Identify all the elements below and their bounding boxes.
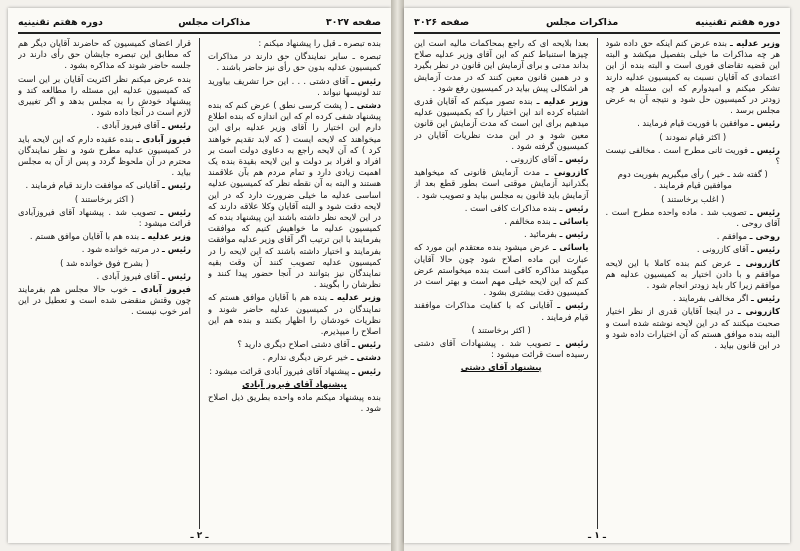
speech-text: بنده مخالفم .: [504, 216, 554, 227]
speech-paragraph: [606, 231, 781, 242]
speech-paragraph: [208, 366, 381, 377]
speaker-name: رئیس ـ: [750, 206, 780, 217]
speech-paragraph: [208, 100, 381, 290]
speaker-name: رئیس ـ: [161, 270, 191, 281]
speaker-name: کازرونی ـ: [737, 257, 780, 268]
procedural-note: ( اکثر برخاستند ): [471, 324, 531, 335]
speech-text: بنده مذاکرات کافی است .: [464, 202, 560, 213]
speech-paragraph: [606, 38, 781, 116]
speech-paragraph: [606, 145, 781, 167]
speaker-name: رئیس ـ: [559, 202, 589, 213]
speaker-name: رئیس ـ: [750, 244, 780, 255]
speech-text: بنده هم با آقایان موافق هستم که نمایندگان در کمیسیون عدلیه حاضر شوند و نظریات خودشان را اظهار بکنند و بنده هم این اصلاح را میپذیرم.: [208, 292, 381, 337]
procedural-note: ( بشرح فوق خوانده شد ): [60, 257, 149, 268]
speech-paragraph: [414, 300, 589, 322]
procedural-note: ( اغلب برخاستند ): [661, 193, 725, 204]
speaker-name: رئیس ـ: [351, 365, 381, 376]
speech-paragraph: [18, 120, 191, 131]
speaker-name: رئیس ـ: [351, 75, 381, 86]
speech-text: آقایانی که با کفایت مذاکرات موافقند قیام فرمایند .: [414, 300, 589, 322]
text-paragraph: بنده عرض میکنم نظر اکثریت آقایان بر این است که کمیسیون عدلیه این مسئله را مطالعه کند و پیشنهاد خودش را به مجلس بدهد و اگر تغییری لازم است در آنجا داده شود .: [18, 73, 191, 118]
speaker-name: رئیس ـ: [161, 120, 191, 131]
speaker-name: کازرونی ـ: [737, 306, 780, 317]
left-page-folio: ـ ۲ ـ: [190, 531, 209, 541]
speaker-name: رئیس ـ: [556, 338, 589, 349]
speech-paragraph: [18, 134, 191, 179]
proposal-heading: پیشنهاد آقای دشتی: [460, 362, 542, 373]
speech-text: بنده عرض کنم اینکه حق داده شود هر چه مذاکرات ما خیلی بتفصیل میکشد و البته این قضیه تقاضای فوری است و البته بنده از این اعتمادی که آقایان نسبت به کمیسیون عدلیه دارند تشکر میکنم و امیدوارم که این مسئله هر چه زودتر در کمیسیون حل شود و نتیجه آن به عرض مجلس برسد .: [605, 38, 780, 116]
speech-text: در مرتبه خوانده شود .: [81, 244, 162, 255]
speech-paragraph: [208, 352, 381, 363]
speech-text: ( پشت کرسی نطق ) عرض کنم که بنده پیشنهاد شفی کرده ام که این اندازه که بنده اطلاع دارم این اختیار را آقای وزیر عدلیه برای این میخواهند که لایحه ایست ( که لابد تقدیم خواهند کرد ) که آن لایحه راجع به دعاوی دولت است بر افراد و افراد بر دولت و این لایحه بقیدة بنده یک اهمیت زیادی دارد و تمام مردم هم بآن علاقمند هستند و البته به آن نقطه نظر که کمیسیون عدلیه اساسی عدلیه ما خیلی ضرورت دارد که در این لایحه دقت شود و البته آقایان وکلا علاقه دارند که در این لایحه نظر داشته باشند این پیشنهاد بنده که کمیسیون عدلیه ما خواهیش کنیم که موافقت بفرمایند با این ترتیب اگر آقای وزیر عدلیه موافقت بفرمایند و اختیار داشته باشند که این لایحه را در کمیسیون عدلیه تصویب کنند آن وقت بقیه نمایندگان نیز بتوانند در آنجا حضور پیدا کنند و نظرشان را بگویند .: [208, 100, 381, 290]
speech-paragraph: [18, 244, 191, 255]
right-page-session: دوره هفتم تقنینیه: [695, 16, 780, 28]
speech-text: بنده هم با آقایان موافق هستم .: [29, 231, 142, 242]
speaker-name: رئیس ـ: [160, 206, 191, 217]
speaker-name: یاسائی ـ: [553, 216, 589, 227]
speech-text: آقای فیروز آبادی .: [96, 120, 162, 131]
text-paragraph: بنده تبصره ـ قبل را پیشنهاد میکنم :: [258, 38, 381, 48]
speaker-name: دشتی ـ: [350, 100, 381, 111]
speaker-name: یاسائی ـ: [552, 242, 589, 253]
speech-text: بنده عقیده دارم که این لایحه باید در کمیسیون عدلیه مطرح شود و نظر نمایندگان محترم در آن ملحوظ گردد و پس از آن به مجلس بیاید .: [18, 133, 191, 178]
speaker-name: وزیر عدلیه ـ: [536, 96, 589, 107]
speaker-name: وزیر عدلیه ـ: [141, 231, 191, 242]
left-page-header: [18, 12, 381, 34]
text-paragraph: بنده پیشنهاد میکنم ماده واحده بطریق ذیل اصلاح شود .: [208, 392, 381, 414]
speaker-name: وزیر عدلیه ـ: [729, 38, 780, 48]
speech-paragraph: [414, 203, 589, 214]
speech-paragraph: [18, 231, 191, 242]
speech-paragraph: [208, 292, 381, 337]
speaker-name: فیروز آبادی ـ: [136, 133, 191, 144]
speech-text: آقای کازرونی .: [696, 244, 751, 255]
proposal-heading: پیشنهاد آقای فیروز آبادی: [242, 378, 347, 389]
text-paragraph: بعدا بلایحه ای که راجع بمحاکمات مالیه است این چیزها استنباط کنم که این آقای وزیر عدلیه صلاح بداند مدتی و برای آزمایش این قانون در نظر بگیرد و در همین قانون معین کنند که در مدت آزمایش هر اشکالی پیش بیاید در کمیسیون رفع شود .: [414, 38, 589, 93]
speech-paragraph: [606, 293, 781, 304]
speech-text: آقای دشتی . . . این حرا تشریف بیاورید تند لونیسها نبواند .: [208, 75, 381, 97]
speech-text: خیر عرض دیگری ندارم .: [262, 352, 351, 363]
speech-paragraph: [208, 76, 381, 98]
speech-paragraph: [606, 244, 781, 255]
speaker-name: رئیس ـ: [351, 339, 381, 350]
speech-text: بنده تصور میکنم که آقایان قدری اشتباه کرده اند این اختیار را که بکمیسیون عدلیه میدهیم برای این است که مدت آزمایش این قانون معین شود و در این مدت نظریات آقایان در کمیسیون گرفته شود .: [414, 96, 589, 151]
speech-text: عرض میشود بنده معتقدم این مورد که عبارت این ماده اصلاح شود چون حالا آقایان میگویند مذاکره کافی است بنده میخواستم عرض کنم که این لایحه خیلی مهم است و بهتر است در کمیسیون دقت بیشتری بشود .: [414, 242, 589, 298]
left-page-columns: [18, 38, 381, 529]
speech-paragraph: [18, 180, 191, 191]
speech-text: آقای دشتی اصلاح دیگری دارید ؟: [237, 339, 352, 350]
speech-paragraph: [414, 338, 589, 360]
column-divider: [199, 38, 200, 529]
left-page-column-right: [208, 38, 381, 529]
speech-paragraph: [414, 167, 589, 201]
speech-text: بفرمائید .: [524, 229, 560, 240]
procedural-note: ( گفته شد ـ خیر ) رأی میگیریم بفوریت دوم موافقین قیام فرمایند .: [617, 169, 768, 191]
right-page-folio: ـ ۱ ـ: [588, 531, 606, 541]
speech-paragraph: [18, 284, 191, 318]
speech-paragraph: [18, 207, 191, 229]
right-page-columns: [414, 38, 780, 529]
left-page-number: صفحه ۳۰۲۷: [325, 16, 381, 28]
speaker-name: رئیس ـ: [750, 118, 780, 129]
book-gutter: [391, 0, 404, 551]
speech-text: عرض کنم بنده کاملا با این لایحه موافقم و با دادن اختیار به کمیسیون عدلیه هم موافقم زیرا کار باید زودتر انجام شود .: [605, 257, 780, 291]
speech-paragraph: [414, 216, 589, 227]
speaker-name: رئیس ـ: [161, 244, 191, 255]
speech-text: تصویب شد . پیشنهاد آقای فیروزآبادی قرائت میشود :: [18, 206, 191, 229]
speech-paragraph: [606, 118, 781, 129]
speech-text: تصویب شد . ماده واحده مطرح است . آقای روحی .: [605, 206, 780, 229]
speaker-name: فیروز آبادی ـ: [132, 284, 191, 295]
speech-text: پیشنهاد آقای فیروز آبادی قرائت میشود :: [209, 365, 352, 376]
speech-paragraph: [414, 242, 589, 298]
speech-paragraph: [606, 306, 781, 351]
left-page-session: دوره هفتم تقنینیه: [18, 16, 103, 28]
right-page: [404, 8, 790, 543]
right-page-section-title: مذاکرات مجلس: [546, 16, 619, 28]
speaker-name: رئیس ـ: [559, 229, 589, 240]
text-paragraph: تبصره ـ سایر نمایندگان حق دارند در مذاکرات کمیسیون عدلیه بدون حق رأی نیز حاضر باشند .: [208, 51, 381, 73]
speech-paragraph: [414, 229, 589, 240]
speech-text: مدت آزمایش قانونی که میخواهید بگذرانید آزمایش موقتی است بطور قطع بعد از آزمایش باید قانون به مجلس بیاید و تصویب شود .: [414, 167, 589, 200]
speech-text: آقای فیروز آبادی .: [96, 270, 162, 281]
speaker-name: رئیس ـ: [557, 300, 589, 311]
speech-text: موافقم .: [716, 231, 750, 242]
speaker-name: رئیس ـ: [750, 144, 780, 155]
speaker-name: وزیر عدلیه ـ: [330, 292, 381, 303]
speaker-name: رئیس ـ: [750, 293, 780, 304]
left-page: [8, 8, 391, 543]
procedural-note: ( اکثر برخاستند ): [74, 193, 135, 204]
speech-text: در اینجا آقایان قدری از نظر اختیار صحبت میکنند که در این لایحه نوشته شده است و البته بنده موافق هستم که آن اختیارات داده شود و در این قانون بیاید .: [605, 306, 780, 351]
left-page-section-title: مذاکرات مجلس: [178, 16, 251, 28]
speech-text: فوریت ثانی مطرح است . مخالفی نیست ؟: [605, 144, 780, 167]
right-page-column-left: [414, 38, 589, 529]
speech-text: آقایانی که موافقت دارند قیام فرمایند .: [25, 180, 162, 191]
speech-text: تصویب شد . پیشنهادات آقای دشتی رسیده است قرائت میشود :: [414, 338, 589, 360]
speech-text: آقای کازرونی .: [505, 154, 560, 165]
speaker-name: کازرونی ـ: [545, 167, 589, 178]
speech-text: موافقین با فوریت قیام فرمایند .: [637, 118, 751, 129]
speech-text: خوب حالا مجلس هم بفرمایند چون وقتش منقضی شده است و تعطیل در این امر خوب نیست .: [18, 284, 191, 317]
column-divider: [597, 38, 598, 529]
speech-paragraph: [606, 258, 781, 292]
right-page-header: [414, 12, 780, 34]
speaker-name: دشتی ـ: [350, 352, 381, 363]
speech-text: اگر مخالفی بفرمایند .: [673, 293, 751, 304]
speech-paragraph: [414, 154, 589, 165]
speaker-name: رئیس ـ: [559, 154, 589, 165]
text-paragraph: قرار اعضای کمیسیون که حاضرند آقایان دیگر هم که مطابق این تبصره جایشان حق رأی دارند در جلسه حاضر شوند که مذاکره بشود .: [18, 38, 191, 71]
left-page-column-left: [18, 38, 191, 529]
speaker-name: رئیس ـ: [161, 180, 191, 191]
right-page-column-right: [606, 38, 781, 529]
procedural-note: ( اکثر قیام نمودند ): [659, 131, 727, 142]
speech-paragraph: [606, 207, 781, 229]
speech-paragraph: [18, 271, 191, 282]
right-page-number: صفحه ۳۰۲۶: [414, 16, 470, 28]
speaker-name: روحی ـ: [749, 231, 780, 242]
speech-paragraph: [414, 96, 589, 152]
speech-paragraph: [208, 339, 381, 350]
